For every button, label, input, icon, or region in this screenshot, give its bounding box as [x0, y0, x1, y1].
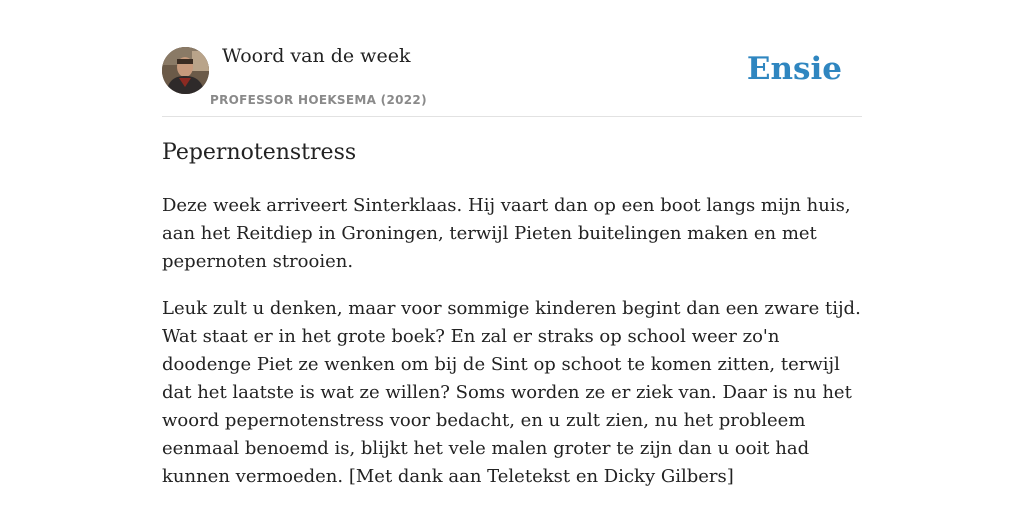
article-header [162, 40, 862, 117]
paragraph: Leuk zult u denken, maar voor sommige kinderen begint dan een zware tijd. Wat staat er in het grote boek? En zal er straks op school weer zo'n doodenge Piet ze wenken om bij de Sint op schoot te komen zitten, terwijl dat het laatste is wat ze willen? Soms worden ze er ziek van. Daar is nu het woord pepernotenstress voor bedacht, en u zult zien, nu het probleem eenmaal benoemd is, blijkt het vele malen groter te zijn dan u ooit had kunnen vermoeden. [Met dank aan Teletekst en Dicky Gilbers] [162, 298, 861, 487]
avatar-photo [162, 47, 209, 94]
avatar[interactable] [162, 47, 209, 94]
author-byline[interactable]: PROFESSOR HOEKSEMA (2022) [210, 93, 427, 107]
article-body [162, 192, 862, 510]
brand-logo[interactable]: Ensie [746, 51, 842, 87]
series-title: Woord van de week [222, 45, 411, 67]
paragraph: Deze week arriveert Sinterklaas. Hij vaart dan op een boot langs mijn huis, aan het Reitdiep in Groningen, terwijl Pieten buitelingen maken en met pepernoten strooien. [162, 195, 851, 272]
article-title: Pepernotenstress [162, 140, 357, 165]
